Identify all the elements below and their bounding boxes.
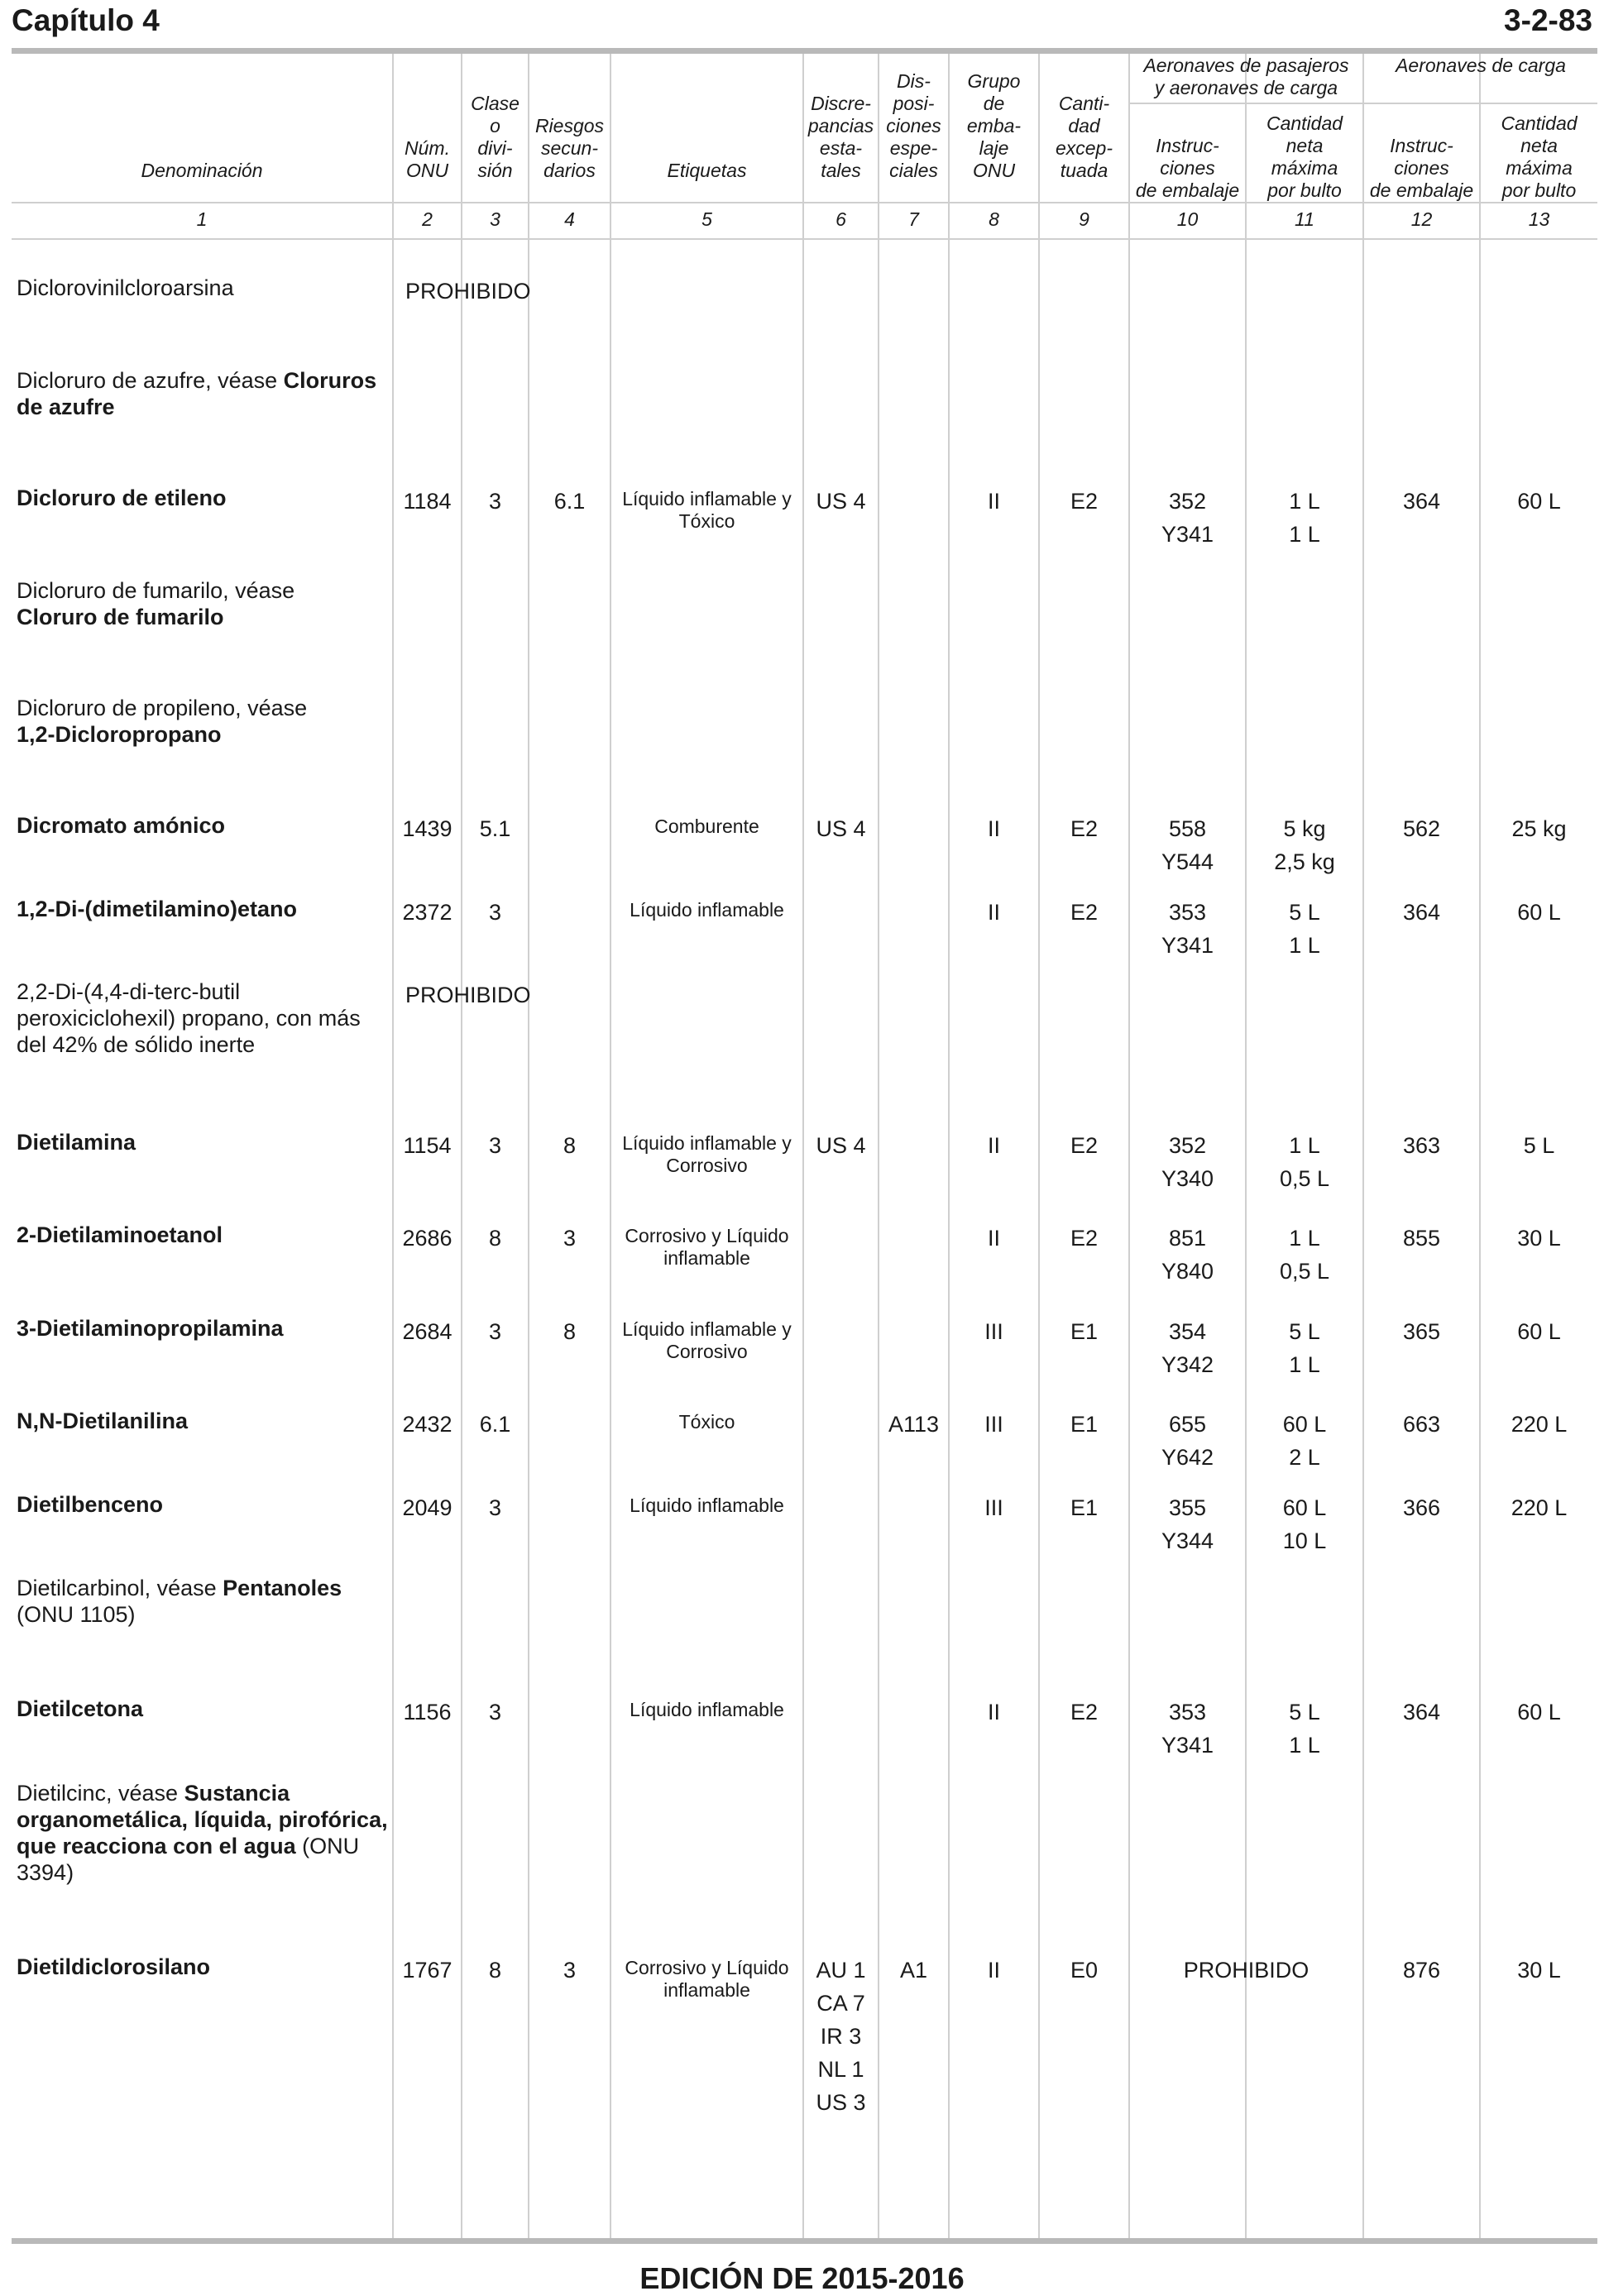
grupo: II bbox=[987, 489, 1000, 514]
denominacion: Dietilcarbinol, véase Pentanoles (ONU 1105) bbox=[17, 1576, 342, 1627]
num-onu: 2684 bbox=[402, 1319, 452, 1344]
column-divider bbox=[878, 54, 879, 2238]
header-denominacion: Denominación bbox=[141, 160, 263, 181]
excepcion: E1 bbox=[1070, 1412, 1099, 1437]
header-group-line bbox=[1128, 103, 1597, 104]
cant-pasajeros: 1 L 0,5 L bbox=[1279, 1226, 1330, 1284]
discrepancias: US 4 bbox=[816, 1133, 866, 1158]
clase: 3 bbox=[488, 1319, 502, 1344]
instr-carga: 366 bbox=[1402, 1495, 1441, 1520]
column-number: 2 bbox=[422, 208, 433, 230]
denominacion: Dietilamina bbox=[17, 1130, 136, 1155]
instr-pasajeros: 655 Y642 bbox=[1161, 1412, 1214, 1470]
excepcion: E2 bbox=[1070, 1226, 1099, 1251]
riesgos: 3 bbox=[563, 1226, 577, 1251]
cant-pasajeros: 5 L 1 L bbox=[1289, 900, 1320, 958]
num-onu: 1439 bbox=[402, 816, 452, 841]
grupo: II bbox=[987, 1700, 1000, 1724]
prohibido-pasajeros: PROHIBIDO bbox=[1183, 1958, 1310, 1983]
grupo: III bbox=[984, 1412, 1003, 1437]
num-onu: 2432 bbox=[402, 1412, 452, 1437]
cant-carga: 30 L bbox=[1517, 1958, 1561, 1983]
denominacion: 2,2-Di-(4,4-di-terc-butil peroxiciclohexil) propano, con más del 42% de sólido inerte bbox=[17, 979, 361, 1057]
discrepancias: US 4 bbox=[816, 489, 866, 514]
cant-carga: 25 kg bbox=[1511, 816, 1567, 841]
denominacion: Dicloruro de etileno bbox=[17, 486, 227, 510]
cant-carga: 220 L bbox=[1511, 1412, 1568, 1437]
instr-carga: 363 bbox=[1402, 1133, 1441, 1158]
clase: 3 bbox=[488, 1700, 502, 1724]
header-carga-group: Aeronaves de carga bbox=[1396, 55, 1566, 76]
instr-carga: 365 bbox=[1402, 1319, 1441, 1344]
header-cant-pasajeros: Cantidad neta máxima por bulto bbox=[1266, 112, 1343, 201]
instr-carga: 364 bbox=[1402, 900, 1441, 925]
denominacion: 3-Dietilaminopropilamina bbox=[17, 1316, 284, 1341]
chapter-title: Capítulo 4 bbox=[12, 3, 160, 37]
header-riesgos: Riesgos secun- darios bbox=[534, 115, 605, 181]
instr-pasajeros: 355 Y344 bbox=[1161, 1495, 1214, 1553]
cant-carga: 30 L bbox=[1517, 1226, 1561, 1251]
num-onu: 1767 bbox=[402, 1958, 452, 1983]
cant-carga: 5 L bbox=[1523, 1133, 1555, 1158]
riesgos: 8 bbox=[563, 1133, 577, 1158]
cant-pasajeros: 60 L 10 L bbox=[1282, 1495, 1327, 1553]
page-header bbox=[12, 0, 1592, 41]
etiquetas: Líquido inflamable bbox=[630, 1495, 784, 1516]
disposiciones: A1 bbox=[899, 1958, 928, 1983]
instr-pasajeros: 353 Y341 bbox=[1161, 1700, 1214, 1758]
header-cantidad: Canti- dad excep- tuada bbox=[1055, 93, 1113, 181]
etiquetas: Líquido inflamable y Corrosivo bbox=[622, 1318, 792, 1362]
header-instr-carga: Instruc- ciones de embalaje bbox=[1369, 135, 1474, 201]
denominacion: Dietildiclorosilano bbox=[17, 1954, 211, 1979]
etiquetas: Líquido inflamable y Corrosivo bbox=[622, 1132, 792, 1176]
num-onu: 2049 bbox=[402, 1495, 452, 1520]
prohibido-label: PROHIBIDO bbox=[405, 279, 531, 304]
riesgos: 6.1 bbox=[553, 489, 586, 514]
cant-carga: 60 L bbox=[1517, 1700, 1561, 1724]
clase: 3 bbox=[488, 1133, 502, 1158]
denominacion: Dietilcinc, véase Sustancia organometálica, líquida, pirofórica, que reacciona con el agua (ONU 3394) bbox=[17, 1781, 388, 1885]
cant-carga: 60 L bbox=[1517, 489, 1561, 514]
denominacion: Dicloruro de fumarilo, véase Cloruro de fumarilo bbox=[17, 578, 295, 629]
instr-carga: 562 bbox=[1402, 816, 1441, 841]
header-grupo: Grupo de emba- laje ONU bbox=[966, 70, 1022, 181]
riesgos: 8 bbox=[563, 1319, 577, 1344]
column-number: 4 bbox=[564, 208, 575, 230]
edition-footer: EDICIÓN DE 2015-2016 bbox=[639, 2261, 965, 2295]
num-onu: 1184 bbox=[403, 489, 452, 514]
grupo: II bbox=[987, 1226, 1000, 1251]
cant-pasajeros: 1 L 1 L bbox=[1289, 489, 1320, 547]
instr-pasajeros: 352 Y340 bbox=[1161, 1133, 1214, 1191]
excepcion: E1 bbox=[1070, 1495, 1099, 1520]
column-number: 8 bbox=[989, 208, 999, 230]
column-number: 6 bbox=[836, 208, 846, 230]
excepcion: E2 bbox=[1070, 489, 1099, 514]
clase: 3 bbox=[488, 489, 502, 514]
denominacion: 2-Dietilaminoetanol bbox=[17, 1222, 223, 1247]
cant-carga: 220 L bbox=[1511, 1495, 1568, 1520]
clase: 6.1 bbox=[479, 1412, 511, 1437]
clase: 3 bbox=[488, 900, 502, 925]
denominacion: N,N-Dietilanilina bbox=[17, 1409, 189, 1433]
riesgos: 3 bbox=[563, 1958, 577, 1983]
column-number: 1 bbox=[196, 208, 208, 230]
header-discrepancias: Discre- pancias esta- tales bbox=[807, 93, 874, 181]
column-number: 9 bbox=[1079, 208, 1089, 230]
header-pasajeros-group: Aeronaves de pasajeros y aeronaves de carga bbox=[1143, 55, 1349, 98]
disposiciones: A113 bbox=[888, 1412, 940, 1437]
prohibido-label: PROHIBIDO bbox=[405, 983, 531, 1007]
denominacion: Dicloruro de propileno, véase 1,2-Dicloropropano bbox=[17, 696, 308, 747]
denominacion: Dicloruro de azufre, véase Cloruros de azufre bbox=[17, 368, 377, 419]
instr-pasajeros: 352 Y341 bbox=[1161, 489, 1214, 547]
instr-pasajeros: 354 Y342 bbox=[1161, 1319, 1214, 1377]
denominacion: Dietilcetona bbox=[17, 1696, 144, 1721]
instr-carga: 663 bbox=[1402, 1412, 1441, 1437]
grupo: III bbox=[984, 1319, 1003, 1344]
cant-carga: 60 L bbox=[1517, 1319, 1561, 1344]
etiquetas: Tóxico bbox=[678, 1411, 735, 1433]
grupo: II bbox=[987, 816, 1000, 841]
etiquetas: Corrosivo y Líquido inflamable bbox=[625, 1225, 789, 1269]
excepcion: E2 bbox=[1070, 1133, 1099, 1158]
header-clase: Clase o divi- sión bbox=[471, 93, 520, 181]
header-etiquetas: Etiquetas bbox=[667, 160, 747, 181]
cant-pasajeros: 5 L 1 L bbox=[1289, 1700, 1320, 1758]
discrepancias: AU 1 CA 7 IR 3 NL 1 US 3 bbox=[816, 1958, 866, 2115]
top-rule bbox=[12, 48, 1597, 54]
num-onu: 2372 bbox=[402, 900, 452, 925]
instr-carga: 876 bbox=[1402, 1958, 1441, 1983]
grupo: II bbox=[987, 900, 1000, 925]
header-instr-pasajeros: Instruc- ciones de embalaje bbox=[1135, 135, 1240, 201]
column-number: 3 bbox=[490, 208, 500, 230]
excepcion: E2 bbox=[1070, 816, 1099, 841]
excepcion: E1 bbox=[1070, 1319, 1099, 1344]
etiquetas: Líquido inflamable bbox=[630, 1699, 784, 1720]
num-onu: 1154 bbox=[403, 1133, 452, 1158]
num-onu: 2686 bbox=[402, 1226, 452, 1251]
clase: 8 bbox=[488, 1226, 502, 1251]
cant-pasajeros: 1 L 0,5 L bbox=[1279, 1133, 1330, 1191]
header-disposiciones: Dis- posi- ciones espe- ciales bbox=[886, 70, 941, 181]
column-number: 12 bbox=[1410, 208, 1433, 230]
grupo: II bbox=[987, 1958, 1000, 1983]
cant-pasajeros: 5 kg 2,5 kg bbox=[1274, 816, 1335, 874]
denominacion: 1,2-Di-(dimetilamino)etano bbox=[17, 897, 298, 921]
bottom-rule bbox=[12, 2238, 1597, 2244]
instr-pasajeros: 851 Y840 bbox=[1161, 1226, 1214, 1284]
instr-pasajeros: 353 Y341 bbox=[1161, 900, 1214, 958]
discrepancias: US 4 bbox=[816, 816, 866, 841]
header-line bbox=[12, 202, 1597, 203]
clase: 3 bbox=[488, 1495, 502, 1520]
column-number: 11 bbox=[1295, 208, 1314, 230]
denominacion: Dietilbenceno bbox=[17, 1492, 164, 1517]
column-number: 5 bbox=[701, 208, 712, 230]
num-onu: 1156 bbox=[403, 1700, 452, 1724]
denominacion: Dicromato amónico bbox=[17, 813, 226, 838]
clase: 8 bbox=[488, 1958, 502, 1983]
grupo: III bbox=[984, 1495, 1003, 1520]
denominacion: Diclorovinilcloroarsina bbox=[17, 275, 234, 300]
instr-carga: 364 bbox=[1402, 1700, 1441, 1724]
instr-carga: 364 bbox=[1402, 489, 1441, 514]
page-number: 3-2-83 bbox=[1504, 3, 1592, 37]
column-number: 7 bbox=[908, 208, 919, 230]
excepcion: E2 bbox=[1070, 900, 1099, 925]
header-cant-carga: Cantidad neta máxima por bulto bbox=[1501, 112, 1578, 201]
etiquetas: Comburente bbox=[654, 816, 759, 837]
cant-carga: 60 L bbox=[1517, 900, 1561, 925]
cant-pasajeros: 60 L 2 L bbox=[1282, 1412, 1327, 1470]
header-number-line bbox=[12, 238, 1597, 240]
excepcion: E2 bbox=[1070, 1700, 1099, 1724]
etiquetas: Líquido inflamable y Tóxico bbox=[622, 488, 792, 532]
etiquetas: Corrosivo y Líquido inflamable bbox=[625, 1957, 789, 2001]
column-number: 10 bbox=[1176, 208, 1199, 230]
header-num-onu: Núm. ONU bbox=[405, 137, 450, 181]
instr-pasajeros: 558 Y544 bbox=[1161, 816, 1214, 874]
clase: 5.1 bbox=[479, 816, 511, 841]
cant-pasajeros: 5 L 1 L bbox=[1289, 1319, 1320, 1377]
excepcion: E0 bbox=[1070, 1958, 1099, 1983]
grupo: II bbox=[987, 1133, 1000, 1158]
instr-carga: 855 bbox=[1402, 1226, 1441, 1251]
etiquetas: Líquido inflamable bbox=[630, 899, 784, 921]
column-number: 13 bbox=[1528, 208, 1550, 230]
